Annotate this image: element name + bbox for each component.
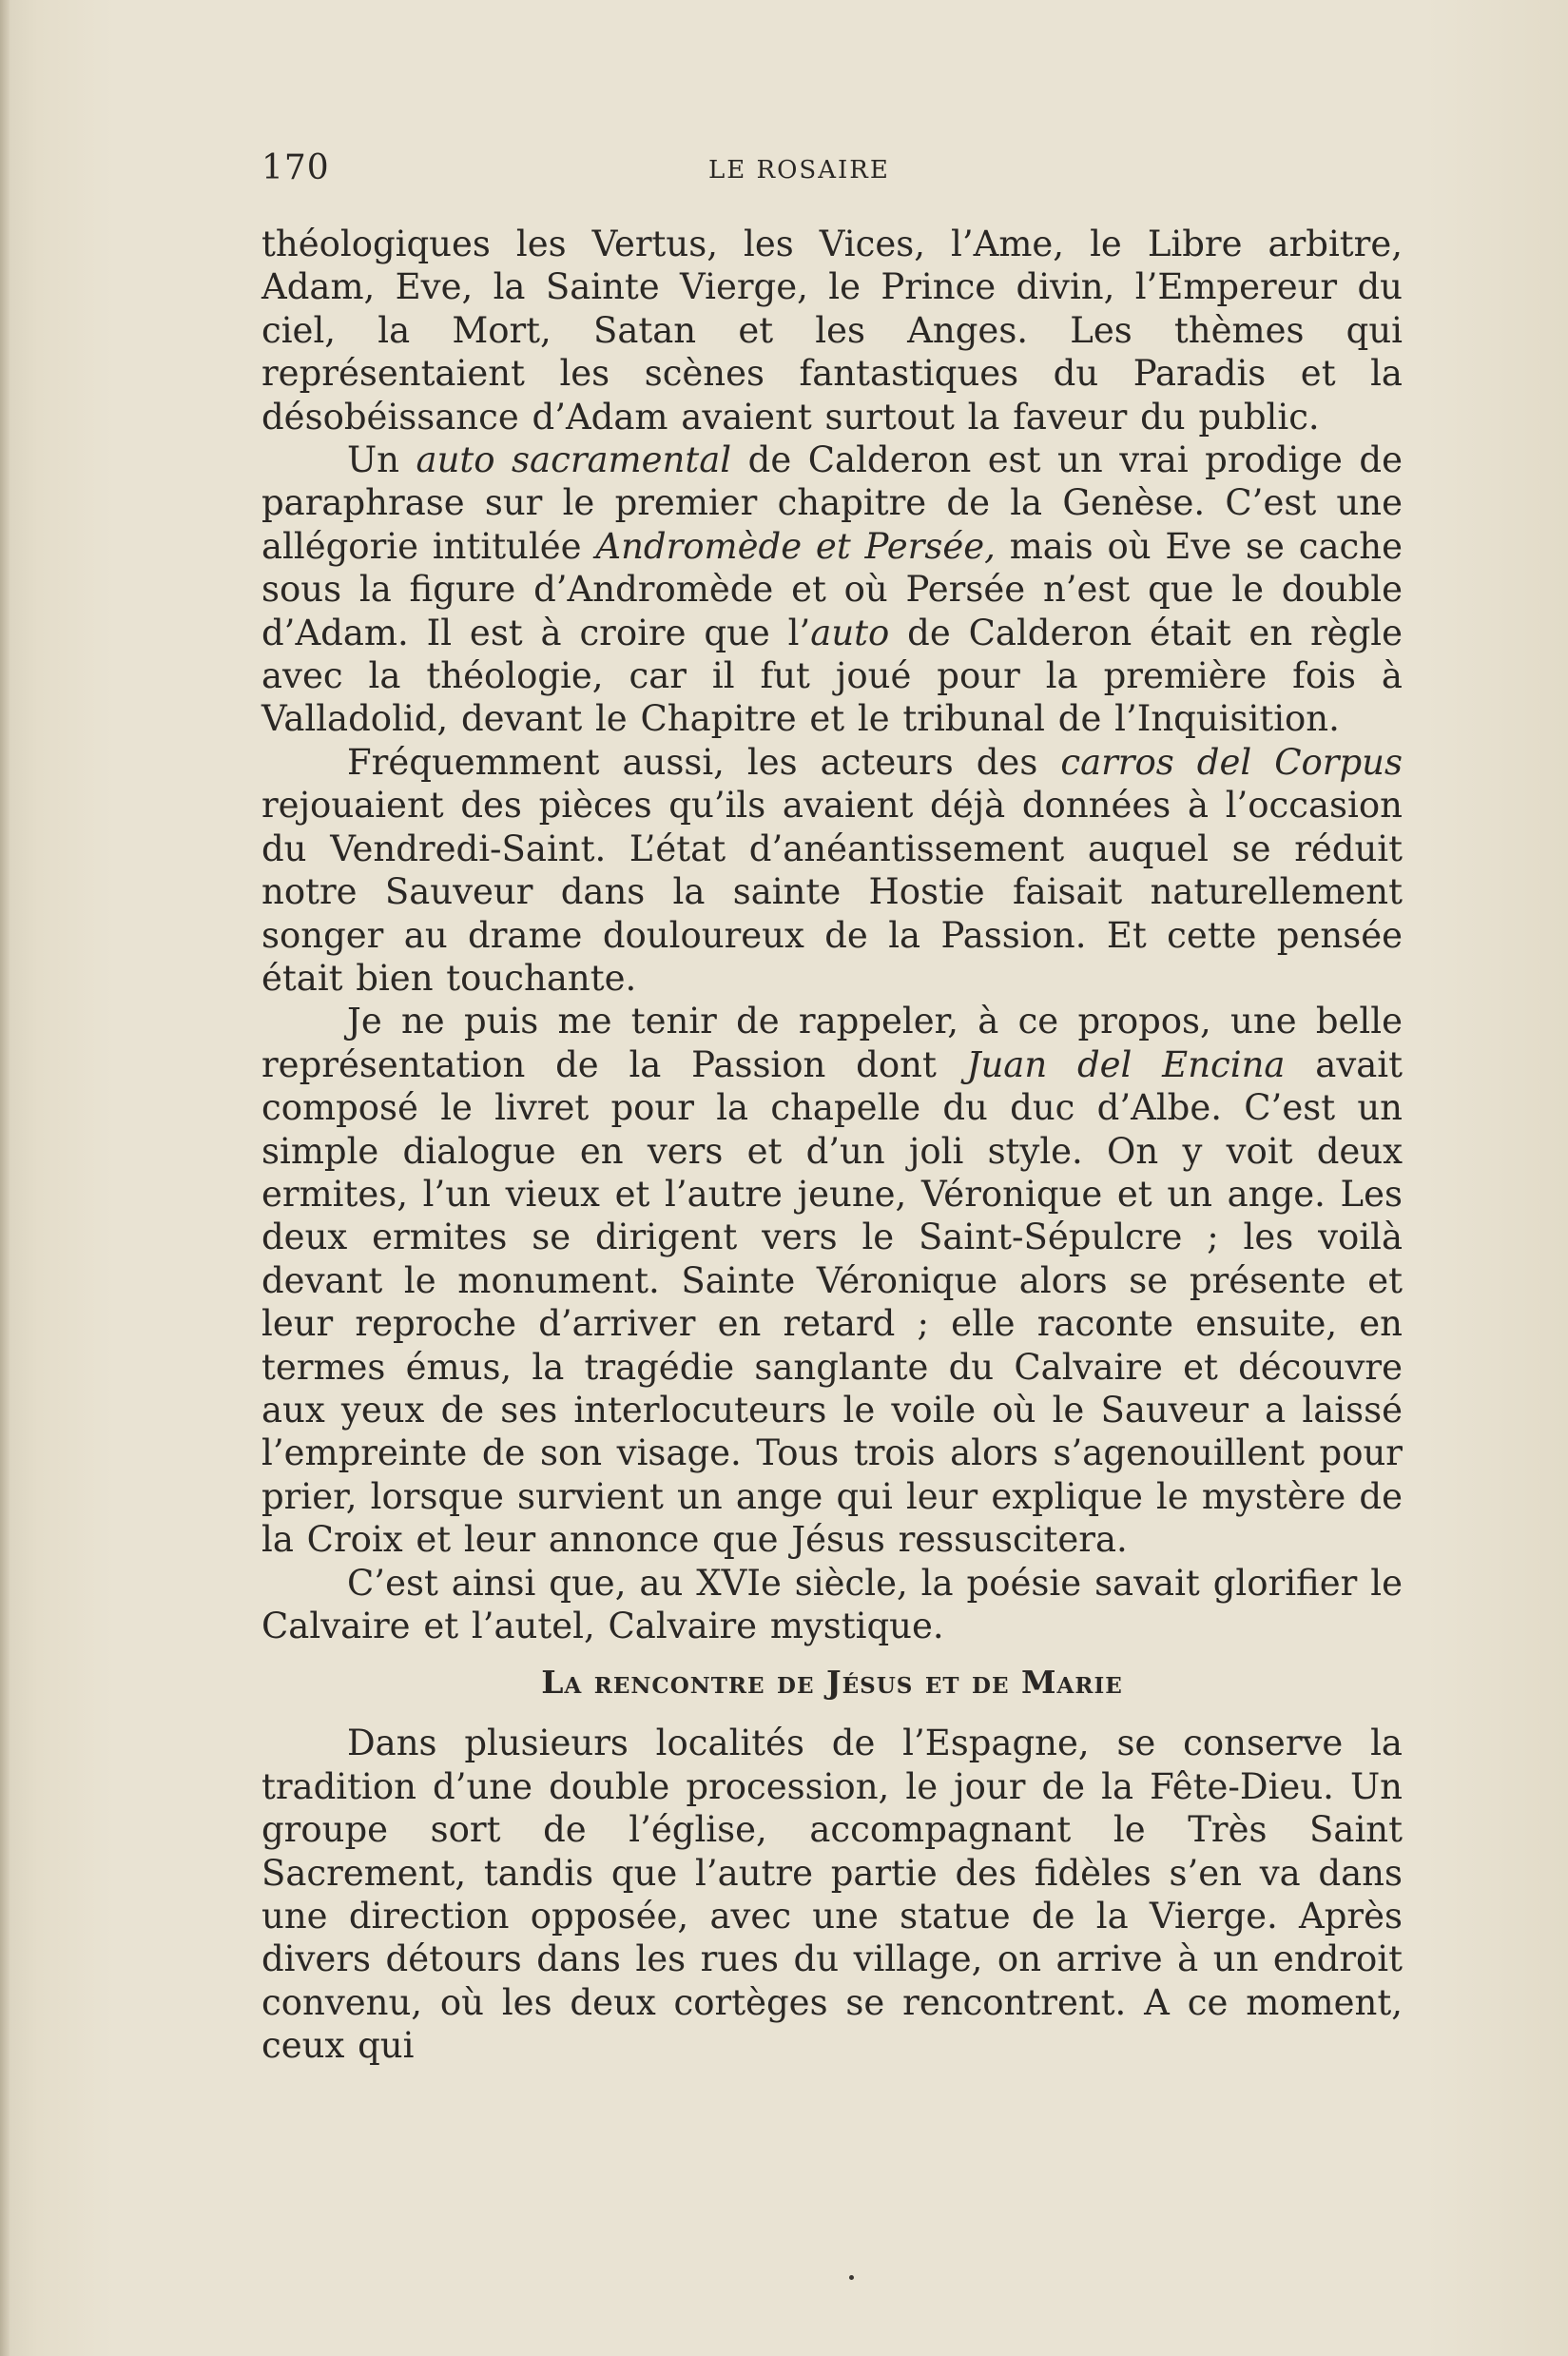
running-title: LE ROSAIRE — [708, 156, 890, 185]
page-number: 170 — [261, 148, 330, 187]
book-page — [261, 143, 1403, 2068]
running-head — [261, 143, 1403, 200]
page-left-edge — [0, 0, 10, 2356]
text-run: avait composé le livret pour la chapelle du duc d’Albe. C’est un simple dialogue en vers et d’un joli style. On y voit deux ermites, l’un vieux et l’autre jeune, Véronique et un ange. Les deux ermites se dirigent vers le Saint-Sépulcre ; les voilà devant le monument. Sainte Véronique alors se présente et leur reproche d’arriver en retard ; elle raconte ensuite, en termes émus, la tragédie sanglante du Calvaire et découvre aux yeux de ses interlocuteurs le voile où le Sauveur a laissé l’empreinte de son visage. Tous trois alors s’agenouillent pour prier, lorsque survient un ange qui leur explique le mystère de la Croix et leur annonce que Jésus ressuscitera. — [261, 1043, 1403, 1561]
italic-text: auto sacramental — [416, 439, 732, 481]
body-text — [261, 223, 1403, 2068]
italic-text: auto — [810, 612, 890, 653]
paragraph-3 — [261, 741, 1403, 1000]
paragraph-4 — [261, 1000, 1403, 1561]
section-paragraph-1 — [261, 1722, 1403, 2067]
paragraph-1 — [261, 223, 1403, 438]
text-run: Dans plusieurs localités de l’Espagne, se conserve la tradition d’une double procession, le jour de la Fête-Dieu. Un groupe sort de l’église, accompagnant le Très Saint Sacrement, tandis que l’autre partie des fidèles s’en va dans une direction opposée, avec une statue de la Vierge. Après divers détours dans les rues du village, on arrive à un endroit convenu, où les deux cortèges se rencontrent. A ce moment, ceux qui — [261, 1723, 1403, 2067]
text-run: mais où Eve se cache sous la figure d’Andromède et où Persée n’est que le double d’Adam. Il est à croire que l’ — [261, 525, 1403, 653]
text-run: Un — [347, 439, 416, 481]
text-run: C’est ainsi que, au XVIe siècle, la poésie savait glorifier le Calvaire et l’autel, Calvaire mystique. — [261, 1562, 1403, 1646]
text-run: Je ne puis me tenir de rappeler, à ce propos, une belle représentation de la Passion dont — [261, 1001, 1403, 1085]
ink-speck — [849, 2275, 854, 2280]
text-run: de Calderon était en règle avec la théologie, car il fut joué pour la première fois à Valladolid, devant le Chapitre et le tribunal de l’Inquisition. — [261, 612, 1403, 740]
text-run: théologiques les Vertus, les Vices, l’Ame, le Libre arbitre, Adam, Eve, la Sainte Vierge, le Prince divin, l’Empereur du ciel, la Mort, Satan et les Anges. Les thèmes qui représentaient les scènes fantastiques du Paradis et la désobéissance d’Adam avaient surtout la faveur du public. — [261, 224, 1403, 438]
text-run: Fréquemment aussi, les acteurs des — [347, 741, 1061, 783]
section-heading: La rencontre de Jésus et de Marie — [541, 1664, 1123, 1702]
italic-text: carros del Corpus — [1060, 741, 1403, 783]
paragraph-2 — [261, 438, 1403, 741]
italic-text: Juan del Encina — [966, 1043, 1286, 1085]
text-run: de Calderon est un vrai prodige de paraphrase sur le premier chapitre de la Genèse. C’est une allégorie intitulée — [261, 439, 1403, 567]
italic-text: Andromède et Persée, — [595, 525, 996, 567]
paragraph-5 — [261, 1562, 1403, 1648]
text-run: rejouaient des pièces qu’ils avaient déjà données à l’occasion du Vendredi-Saint. L’état d’anéantissement auquel se réduit notre Sauveur dans la sainte Hostie faisait naturellement songer au drame douloureux de la Passion. Et cette pensée était bien touchante. — [261, 785, 1403, 999]
